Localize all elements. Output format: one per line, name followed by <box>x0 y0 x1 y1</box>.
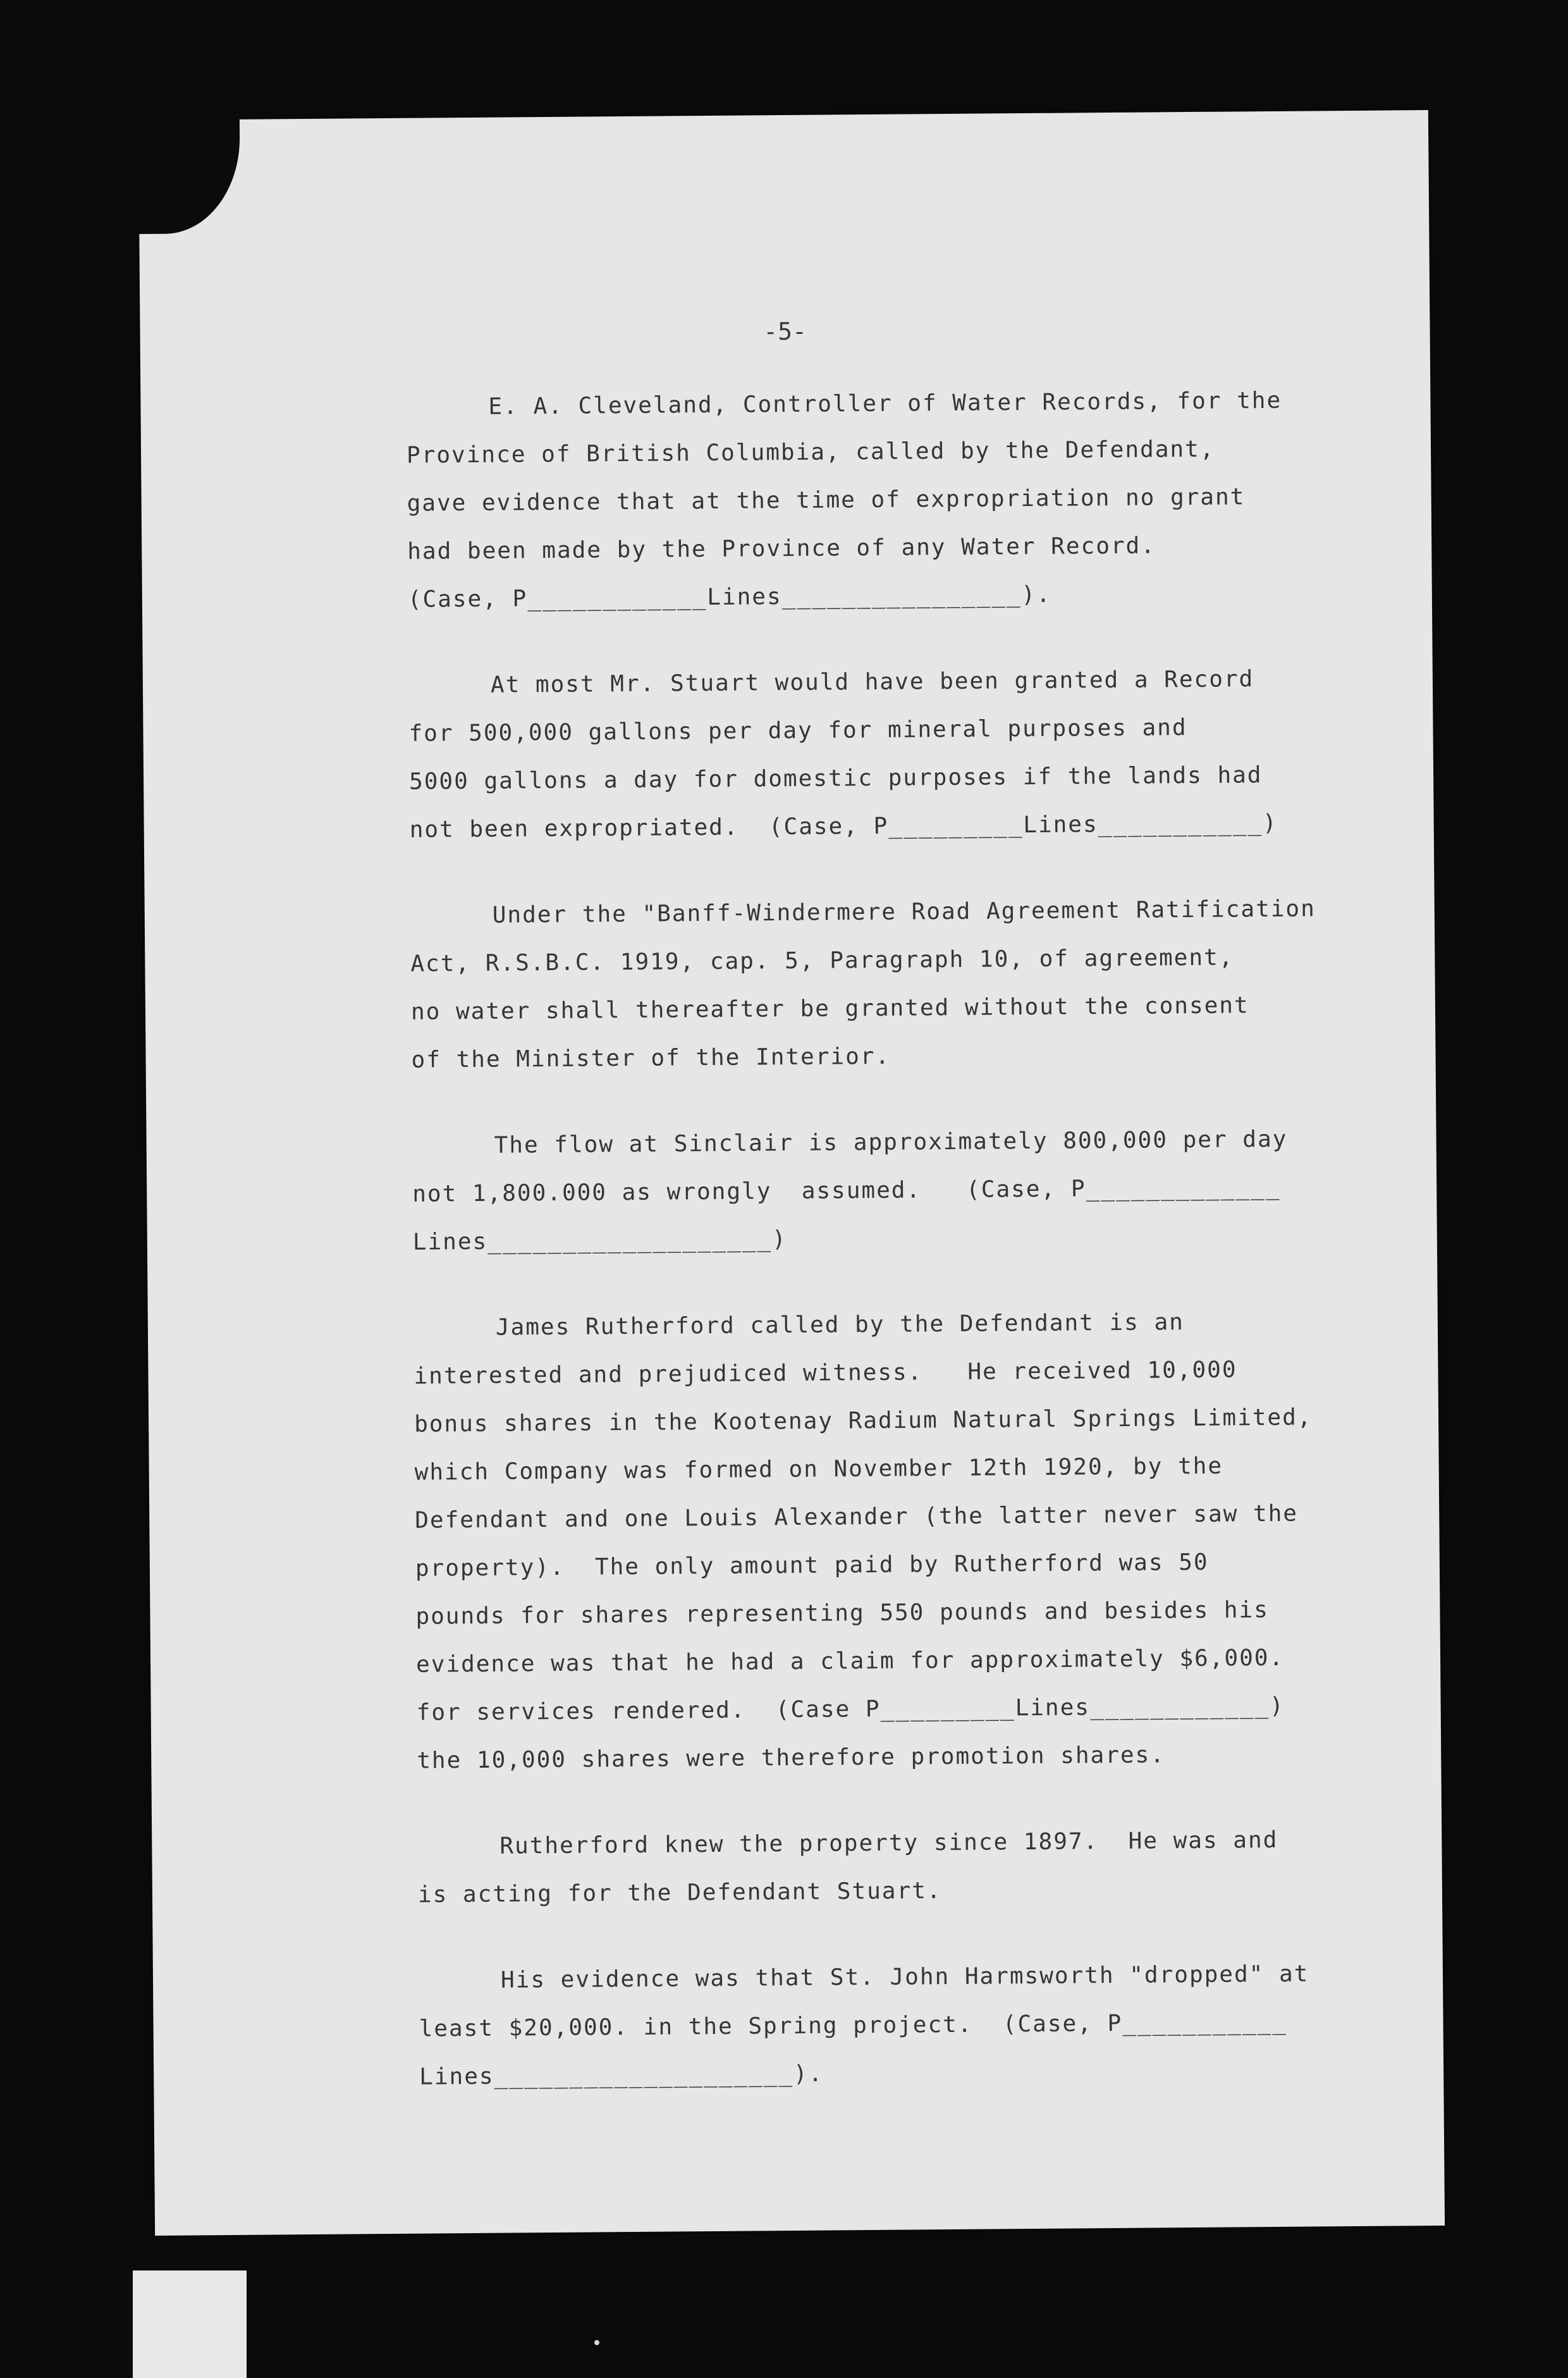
paragraph <box>406 376 1318 624</box>
paragraph <box>419 1950 1330 2101</box>
text-line: The flow at Sinclair is approximately 800,000 per day <box>494 1126 1288 1159</box>
text-line: which Company was formed on November 12th 1920, by the <box>414 1453 1223 1486</box>
text-line: evidence was that he had a claim for approximately $6,000. <box>415 1644 1285 1678</box>
text-line: the 10,000 shares were therefore promotion shares. <box>417 1742 1166 1774</box>
text-line: property). The only amount paid by Rutherford was 50 <box>415 1549 1209 1582</box>
document-page <box>138 110 1445 2236</box>
text-line: interested and prejudiced witness. He received 10,000 <box>413 1357 1237 1389</box>
torn-corner <box>132 113 240 234</box>
text-line: not 1,800.000 as wrongly assumed. (Case, P_____________ <box>412 1174 1281 1207</box>
text-line: not been expropriated. (Case, P_________Lines___________) <box>409 810 1278 843</box>
text-line: of the Minister of the Interior. <box>411 1043 891 1073</box>
bottom-card <box>133 2270 247 2378</box>
page-number: -5- <box>763 317 807 346</box>
paragraph <box>417 1816 1328 1919</box>
text-line: least $20,000. in the Spring project. (Case, P___________ <box>419 2009 1287 2042</box>
text-line: E. A. Cleveland, Controller of Water Records, for the <box>488 387 1282 420</box>
text-line: Lines___________________) <box>412 1226 787 1255</box>
document-body <box>406 376 1330 2139</box>
text-line: His evidence was that St. John Harmsworth "dropped" at <box>500 1961 1309 1993</box>
paragraph <box>410 885 1321 1084</box>
paragraph <box>412 1115 1323 1266</box>
text-line: for 500,000 gallons per day for mineral purposes and <box>408 715 1187 747</box>
text-line: Rutherford knew the property since 1897. He was and <box>499 1827 1278 1859</box>
text-line: Under the "Banff-Windermere Road Agreement Ratification <box>492 896 1316 928</box>
text-line: pounds for shares representing 550 pounds and besides his <box>415 1597 1270 1630</box>
text-line: 5000 gallons a day for domestic purposes if the lands had <box>408 762 1263 795</box>
text-line: no water shall thereafter be granted without the consent <box>410 992 1249 1025</box>
text-line: Defendant and one Louis Alexander (the latter never saw the <box>415 1500 1299 1534</box>
text-line: James Rutherford called by the Defendant is an <box>495 1309 1185 1341</box>
text-line: At most Mr. Stuart would have been granted a Record <box>490 666 1254 698</box>
text-line: Province of British Columbia, called by the Defendant, <box>406 436 1215 469</box>
paragraph <box>408 655 1320 854</box>
text-line: for services rendered. (Case P_________Lines____________) <box>416 1692 1285 1726</box>
text-line: gave evidence that at the time of expropriation no grant <box>407 484 1246 517</box>
text-line: is acting for the Defendant Stuart. <box>417 1878 942 1908</box>
text-line: bonus shares in the Kootenay Radium Natural Springs Limited, <box>413 1404 1313 1438</box>
text-line: Lines____________________). <box>419 2061 824 2090</box>
text-line: (Case, P____________Lines________________). <box>407 581 1051 613</box>
text-line: Act, R.S.B.C. 1919, cap. 5, Paragraph 10, of agreement, <box>410 944 1234 977</box>
text-line: had been made by the Province of any Water Record. <box>407 533 1156 565</box>
paragraph <box>413 1297 1328 1785</box>
speck <box>594 2340 599 2345</box>
